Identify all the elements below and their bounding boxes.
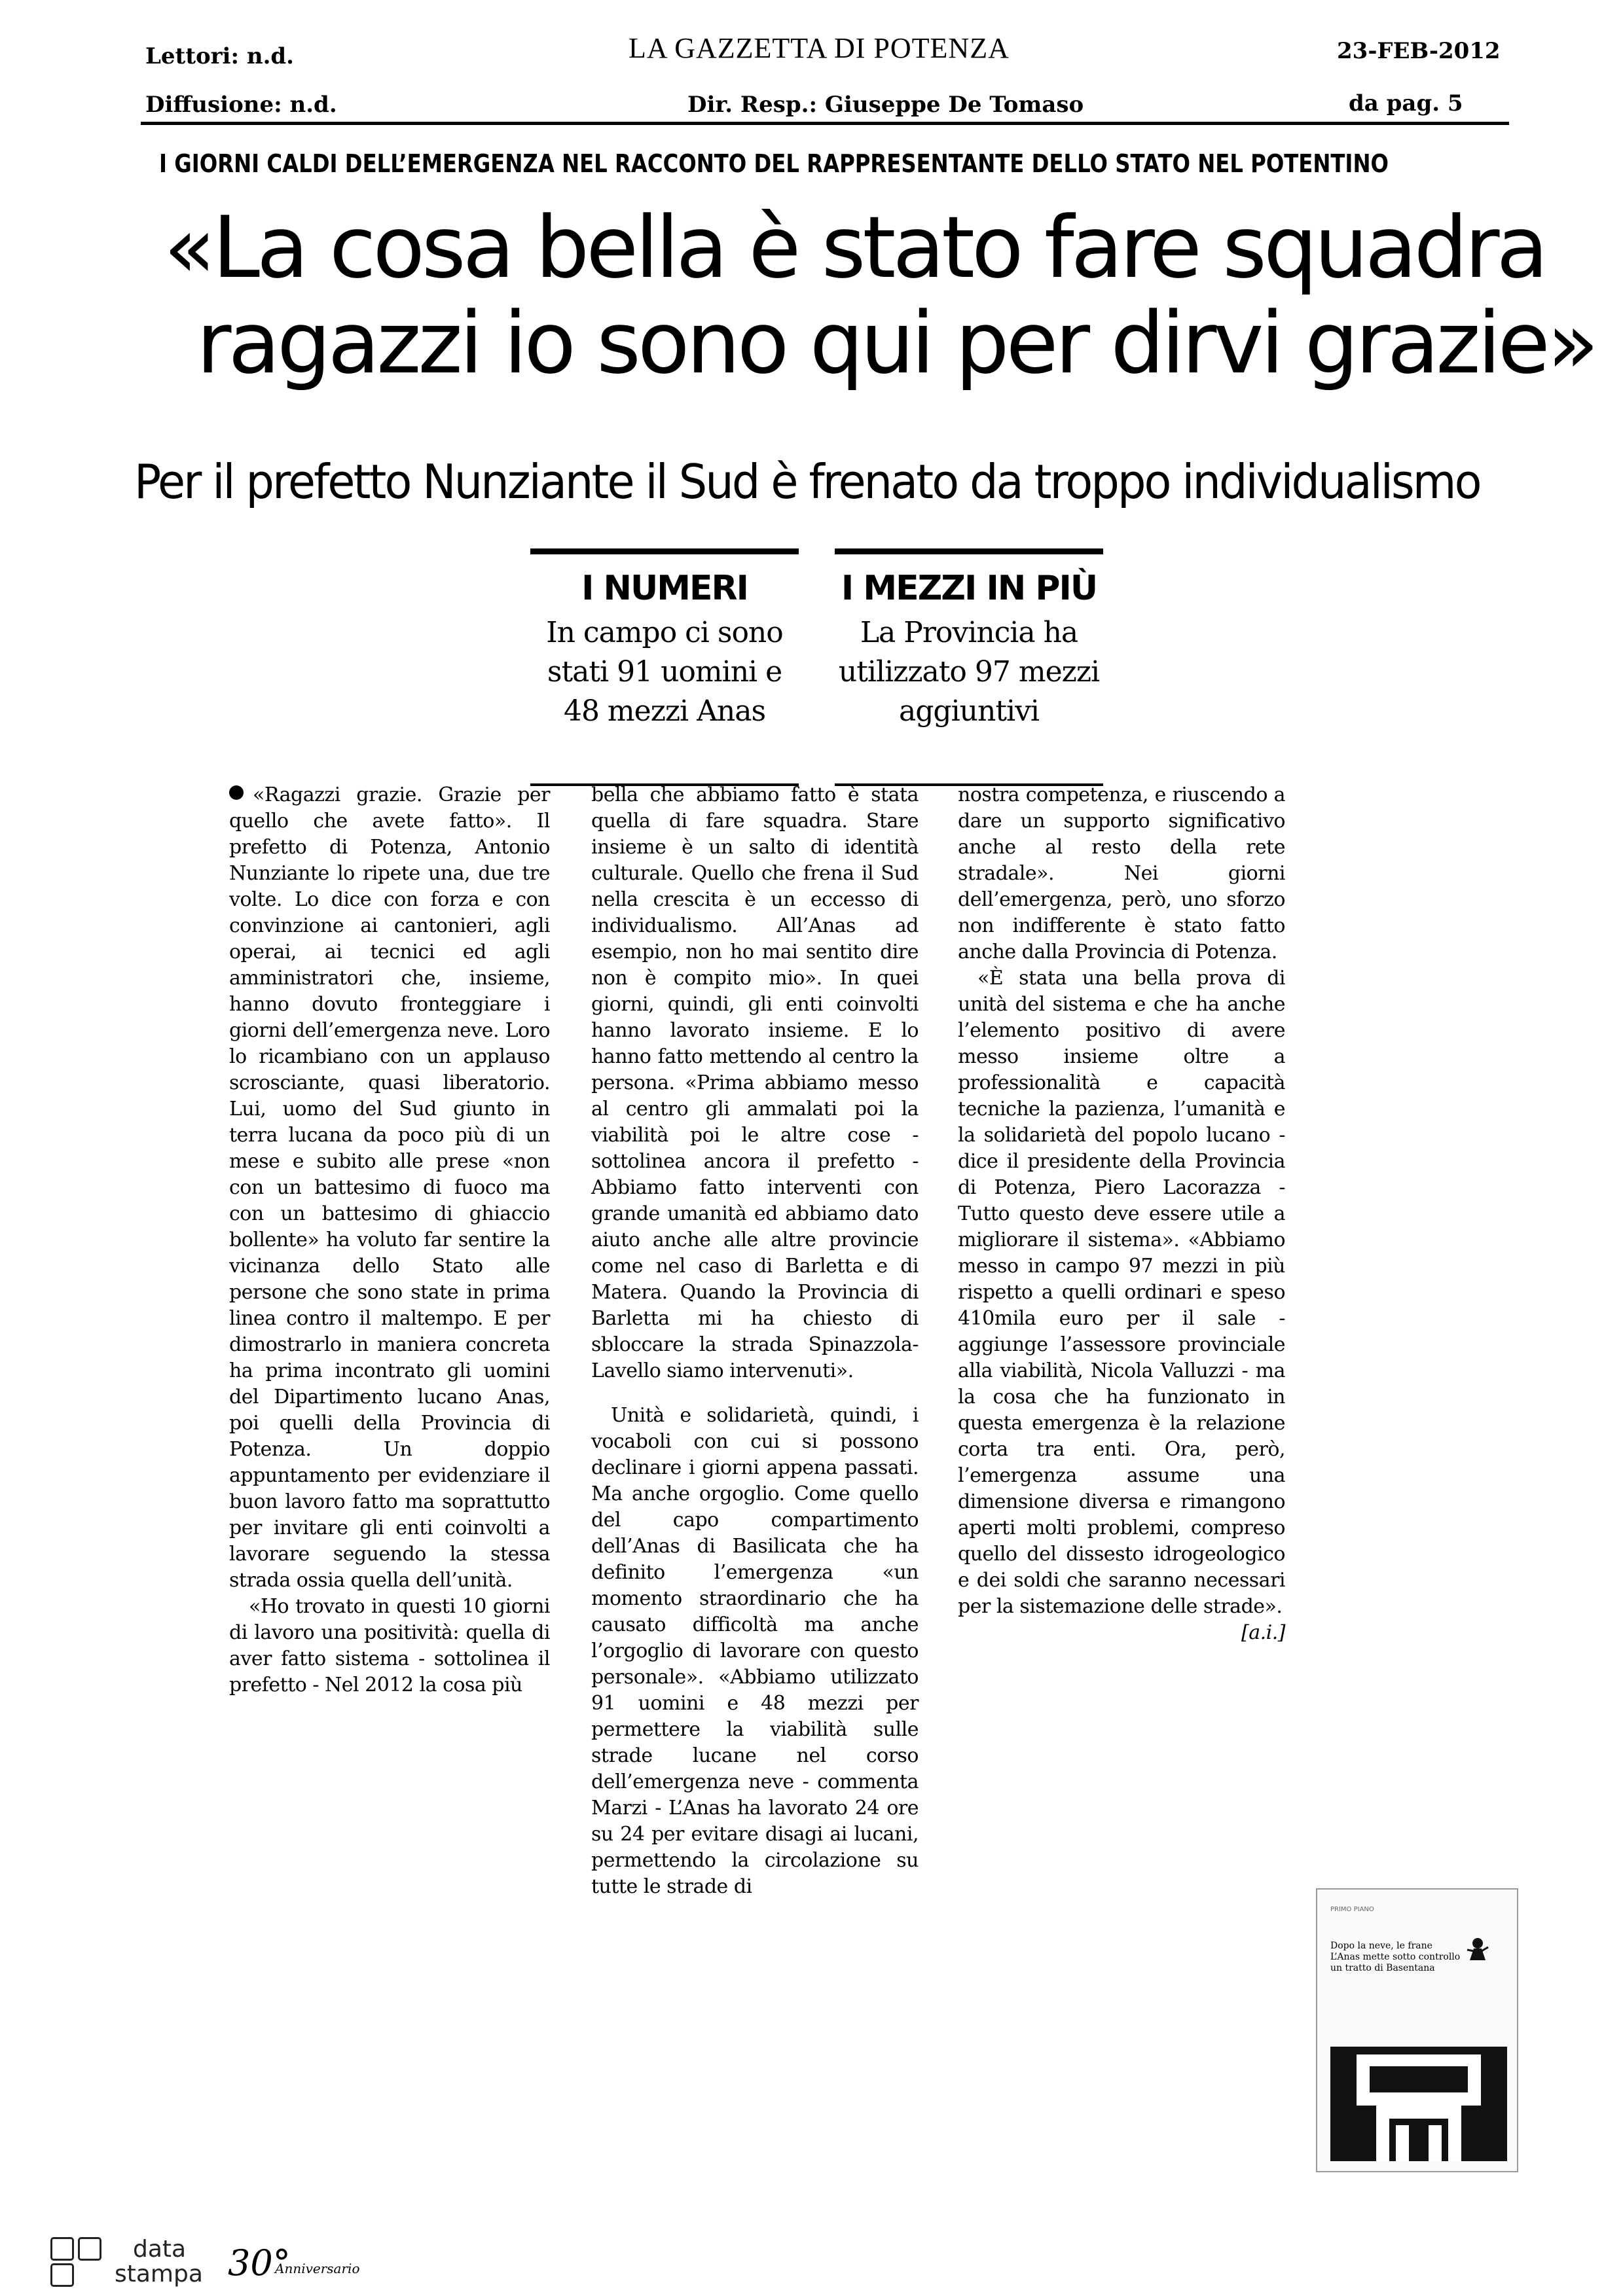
fact-box-title: I NUMERI — [581, 569, 748, 608]
paragraph: nostra competenza, e riuscendo a dare un supporto significativo anche al resto della rete stradale». Nei giorni dell’emergenza, però, uno sforzo non indifferente è stato fatto anche dalla Provincia di Potenza. — [958, 783, 1285, 963]
director-label: Dir. Resp.: Giuseppe De Tomaso — [687, 92, 1084, 118]
logo-word-data: data — [133, 2236, 187, 2263]
diffusion-label: Diffusione: n.d. — [145, 92, 337, 118]
paragraph: Unità e solidarietà, quindi, i vocaboli con cui si possono declinare i giorni appena passati. Ma anche orgoglio. Come quello del capo compartimento dell’Anas di Basilicata che ha definito l’emergenza «un momento straordinario che ha causato difficoltà ma anche l’orgoglio di lavorare con questo personale». «Abbiamo utilizzato 91 uomini e 48 mezzi per permettere la viabilità sulle strade lucane nel corso dell’emergenza neve - commenta Marzi - L’Anas ha lavorato 24 ore su 24 per evitare disagi ai lucani, permettendo la circolazione su tutte le strade di — [591, 1404, 919, 1898]
fact-box-text: La Provincia ha utilizzato 97 mezzi aggiuntivi — [838, 616, 1100, 728]
article-column-1 — [229, 782, 550, 1698]
article-subtitle: Per il prefetto Nunziante il Sud è frenato da troppo individualismo — [134, 454, 1480, 509]
datastampa-logo — [49, 2236, 363, 2287]
article-kicker: I GIORNI CALDI DELL’EMERGENZA NEL RACCONTO DEL RAPPRESENTANTE DELLO STATO NEL POTENTINO — [159, 149, 1389, 178]
paragraph: bella che abbiamo fatto è stata quella di fare squadra. Stare insieme è un salto di identità culturale. Quello che frena il Sud nella crescita è un eccesso di individualismo. All’Anas ad esempio, non ho mai sentito dire non è compito mio». In quei giorni, quindi, gli enti coinvolti hanno lavorato insieme. E lo hanno fatto mettendo al centro la persona. «Prima abbiamo messo al centro gli ammalati poi la viabilità poi le altre cose - sottolinea ancora il prefetto - Abbiamo fatto interventi con grande umanità ed abbiamo dato aiuto anche alle altre provincie come nel caso di Barletta e di Matera. Quando la Provincia di Barletta mi ha chiesto di sbloccare la strada Spinazzola-Lavello siamo intervenuti». — [591, 783, 919, 1382]
thumbnail-photo — [1330, 2047, 1507, 2161]
anniversary-label: Anniversario — [275, 2261, 360, 2276]
logo-word-stampa: stampa — [115, 2261, 203, 2287]
thumbnail-title: Dopo la neve, le frane L’Anas mette sotto controllo un tratto di Basentana — [1330, 1941, 1461, 1973]
paragraph: «Ho trovato in questi 10 giorni di lavoro una positività: quella di aver fatto sistema - sottolinea il prefetto - Nel 2012 la cosa più — [229, 1595, 550, 1696]
article-title — [164, 198, 1596, 393]
bullet-icon — [229, 785, 244, 800]
newspaper-masthead: LA GAZZETTA DI POTENZA — [629, 32, 1010, 64]
logo-square — [50, 2237, 74, 2261]
fact-box-vehicles — [835, 548, 1103, 765]
header-rule — [141, 122, 1509, 125]
paragraph: «È stata una bella prova di unità del sistema e che ha anche l’elemento positivo di avere messo insieme oltre a professionalità e capacità tecniche la pazienza, l’umanità e la solidarietà del popolo lucano - dice il presidente della Provincia di Potenza, Piero Lacorazza - Tutto questo deve essere utile a migliorare il sistema». «Abbiamo messo in campo 97 mezzi in più rispetto a quelli ordinari e speso 410mila euro per il sale - aggiunge l’assessore provinciale alla viabilità, Nicola Valluzzi - ma la cosa che ha funzionato in questa emergenza è la relazione corta tra enti. Ora, però, l’emergenza assume una dimensione diversa e rimangono aperti molti problemi, compreso quello del dissesto idrogeologico e dei soldi che saranno necessari per la sistemazione delle strade». — [958, 967, 1285, 1618]
fact-box-text: In campo ci sono stati 91 uomini e 48 mezzi Anas — [546, 616, 783, 728]
publication-date: 23-FEB-2012 — [1337, 38, 1501, 64]
article-column-2 — [591, 782, 919, 1900]
thumbnail-header: PRIMO PIANO — [1330, 1906, 1374, 1913]
related-page-thumbnail — [1316, 1888, 1518, 2172]
paragraph-text: «Ragazzi grazie. Grazie per quello che avete fatto». Il prefetto di Potenza, Antonio Nunziante lo ripete una, due tre volte. Lo dice con forza e con convinzione ai cantonieri, agli operai, ai tecnici ed agli amministratori che, insieme, hanno dovuto fronteggiare i giorni dell’emergenza neve. Loro lo ricambiano con un applauso scrosciante, quasi liberatorio. Lui, uomo del Sud giunto in terra lucana da poco più di un mese e subito alle prese «non con un battesimo di fuoco ma con un battesimo di ghiaccio bollente» ha voluto far sentire la vicinanza dello Stato alle persone che sono state in prima linea contro il maltempo. E per dimostrarlo in maniera concreta ha prima incontrato gli uomini del Dipartimento lucano Anas, poi quelli della Provincia di Potenza. Un doppio appuntamento per evidenziare il buon lavoro fatto ma soprattutto per invitare gli enti coinvolti a lavorare seguendo la stessa strada ossia quella dell’unità. — [229, 783, 550, 1592]
fact-box-title: I MEZZI IN PIÙ — [841, 569, 1097, 608]
fact-box-numbers — [530, 548, 799, 765]
paragraph — [229, 782, 550, 1594]
logo-square — [78, 2237, 101, 2261]
title-line-2: ragazzi io sono qui per dirvi grazie» — [196, 293, 1596, 393]
logo-square — [50, 2263, 74, 2287]
cartoon-figure-icon — [1465, 1935, 1491, 1962]
article-column-3 — [958, 782, 1285, 1646]
anniversary-number: 30° — [228, 2242, 291, 2284]
title-line-1: «La cosa bella è stato fare squadra — [164, 198, 1546, 297]
readers-label: Lettori: n.d. — [145, 43, 295, 69]
page-reference: da pag. 5 — [1349, 90, 1463, 117]
author-signature: [a.i.] — [1241, 1621, 1285, 1644]
